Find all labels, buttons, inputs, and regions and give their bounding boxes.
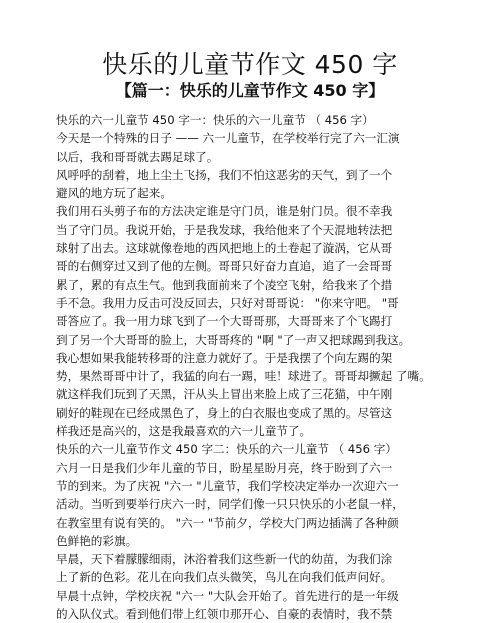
text-line: 风呼呼的刮着，地上尘土飞扬，我们不怕这恶劣的天气，到了一个 [56,167,393,182]
text-line: 六月一日是我们少年儿童的节日，盼星星盼月亮，终于盼到了六一 [56,460,393,475]
body-text [56,111,456,623]
text-line: 哥的右侧穿过又到了他的左侧。哥哥只好奋力直追，追了一会哥哥 [56,259,393,274]
text-line: 早晨，天下着朦朦细雨，沐浴着我们这些新一代的幼苗，为我们涂 [56,552,393,567]
text-line: 到了另一个大哥哥的脸上，大哥哥疼的 "啊 "了一声又把球踢到我这。 [56,332,411,347]
text-line: 样我还是高兴的，这是我最喜欢的六一儿童节了。 [56,424,312,439]
text-line: 球射了出去。这球就像卷地的西风把地上的土卷起了漩涡，它从哥 [56,241,393,256]
text-line: 哥答应了。我一用力球飞到了一个大哥哥那，大哥哥来了个飞踢打 [56,314,393,329]
text-line: 早晨十点钟，学校庆祝 "六一 "大队会开始了。首先进行的是一年级 [56,588,399,603]
text-line: 活动。当听到要举行庆六一时，同学们像一只只快乐的小老鼠一样， [56,497,404,512]
text-line: 当了守门员。我说开始，于是我发球，我给他来了个天混地转法把 [56,222,393,237]
text-line: 在教室里有说有笑的。 "六一 "节前夕，学校大门两边插满了各种颜 [56,515,399,530]
section-heading: 【篇一：快乐的儿童节作文 450 字】 [115,81,385,100]
text-line: 以后，我和哥哥就去踢足球了。 [56,149,219,164]
text-line: 刷好的鞋现在已经成黑色了，身上的白衣服也变成了黑的。尽管这 [56,405,393,420]
text-line: 我们用石头剪子布的方法决定谁是守门员，谁是射门员。很不幸我 [56,204,393,219]
text-line: 累了，累的有点生气。他到我面前来了个凌空飞射，给我来了个措 [56,277,393,292]
text-line: 节的到来。为了庆祝 "六一 "儿童节，我们学校决定举办一次迎六一 [56,478,399,493]
text-line: 的入队仪式。看到他们带上红领巾那开心、自豪的表情时，我不禁 [56,607,393,622]
text-line: 就这样我们玩到了天黑，汗从头上冒出来脸上成了三花猫，中午刚 [56,387,393,402]
text-line: 今天是一个特殊的日子 —— 六一儿童节，在学校举行完了六一汇演 [56,131,400,146]
text-line: 避风的地方玩了起来。 [56,186,172,201]
text-line: 色鲜艳的彩旗。 [56,533,138,548]
text-line: 快乐的六一儿童节作文 450 字二：快乐的六一儿童节 （ 456 字） [56,442,397,457]
page-title: 快乐的儿童节作文 450 字 [102,50,398,79]
text-line: 手不急。我用力反击可没反回去，只好对哥哥说： "你来守吧。 "哥 [56,295,399,310]
text-line: 势，果然哥哥中计了，我猛的向右一踢，哇！球进了。哥哥却撅起 了嘴。 [56,369,431,384]
text-line: 上了新的色彩。花儿在向我们点头微笑，鸟儿在向我们低声问好。 [56,570,393,585]
text-line: 我心想如果我能转移哥的注意力就好了。于是我摆了个向左踢的架 [56,350,393,365]
text-line: 快乐的六一儿童节 450 字一：快乐的六一儿童节 （ 456 字） [56,113,374,127]
